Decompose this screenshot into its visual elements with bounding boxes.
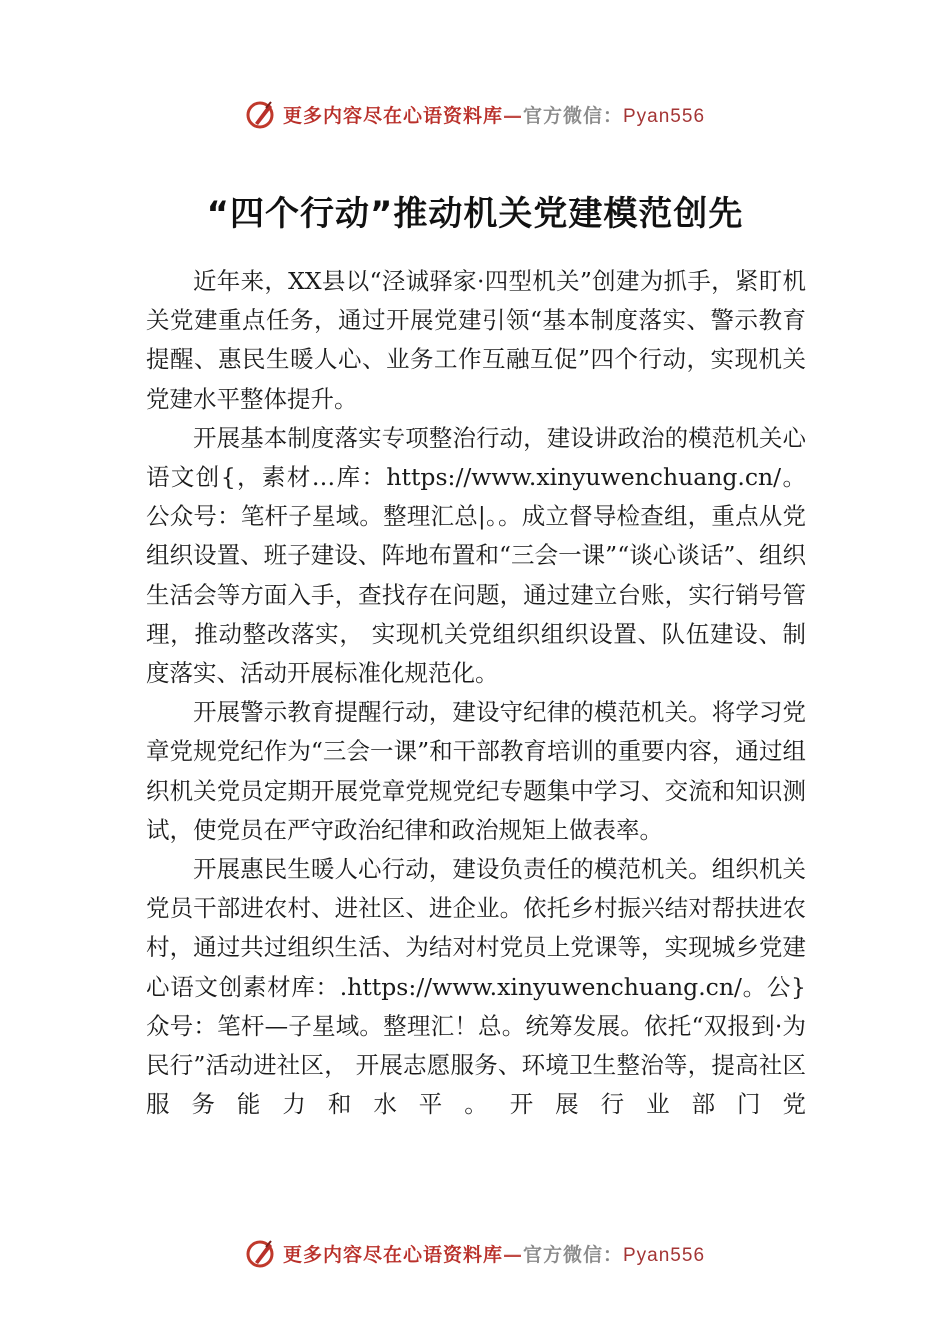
paragraph-2: 开展基本制度落实专项整治行动，建设讲政治的模范机关心语文创{，素材…库：https://www.xinyuwenchuang.cn/。公众号：笔杆子星域。整理汇总|。。成立督导检查组，重点从党组织设置、班子建设、阵地布置和“三会一课”“谈心谈话”、组织生活会等方面入手，查找存在问题，通过建立台账，实行销号管理，推动整改落实， 实现机关党组织组织设置、队伍建设、制度落实、活动开展标准化规范化。	[146, 423, 806, 688]
paragraph-1: 近年来，XX县以“泾诚驿家·四型机关”创建为抓手，紧盯机关党建重点任务，通过开展党建引领“基本制度落实、警示教育提醒、惠民生暖人心、业务工作互融互促”四个行动，实现机关党建水平整体提升。	[146, 267, 806, 413]
watermark-text: 更多内容尽在心语资料库—官方微信：Pyan556	[282, 1243, 706, 1266]
watermark-text: 更多内容尽在心语资料库—官方微信：Pyan556	[282, 104, 706, 127]
paragraph-3: 开展警示教育提醒行动，建设守纪律的模范机关。将学习党章党规党纪作为“三会一课”和干部教育培训的重要内容，通过组织机关党员定期开展党章党规党纪专题集中学习、交流和知识测试，使党员在严守政治纪律和政治规矩上做表率。	[146, 698, 806, 844]
quill-logo-icon	[245, 1237, 277, 1269]
document-body	[146, 262, 806, 1124]
footer-watermark	[0, 1233, 950, 1273]
paragraph-4: 开展惠民生暖人心行动，建设负责任的模范机关。组织机关党员干部进农村、进社区、进企业。依托乡村振兴结对帮扶进农村，通过共过组织生活、为结对村党员上党课等，实现城乡党建心语文创素材库：.https://www.xinyuwenchuang.cn/。公}众号：笔杆—子星域。整理汇！总。统筹发展。依托“双报到·为民行”活动进社区， 开展志愿服务、环境卫生整治等，提高社区服务能力和水平。开展行业部门党	[146, 855, 806, 1119]
document-title: “四个行动”推动机关党建模范创先	[206, 194, 744, 234]
quill-logo-icon	[245, 98, 277, 130]
header-watermark	[0, 94, 950, 134]
